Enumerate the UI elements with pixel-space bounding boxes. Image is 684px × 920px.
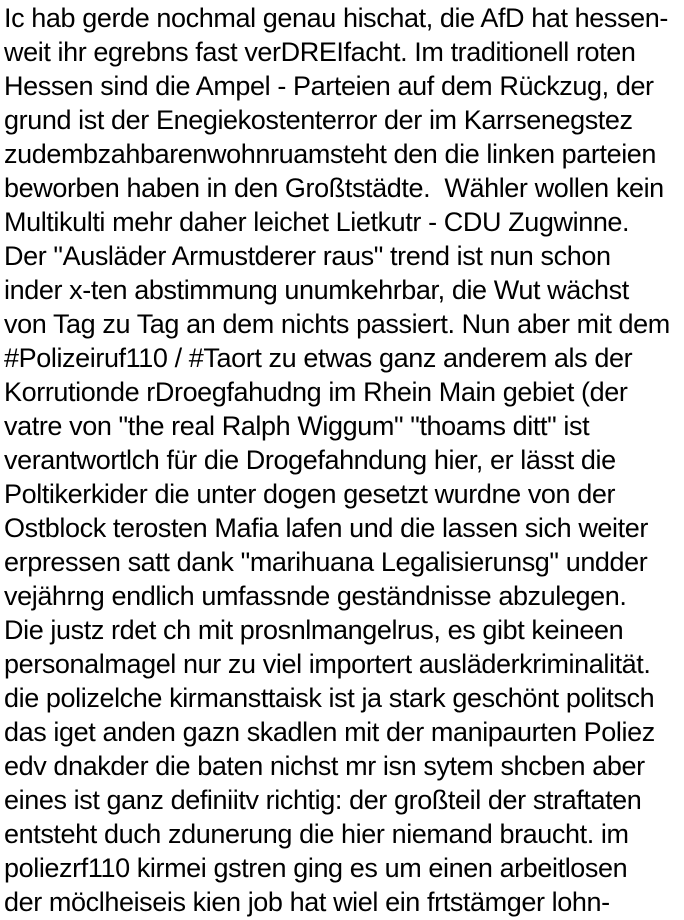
text-line: #Polizeiruf110 / #Taort zu etwas ganz anderem als der — [4, 343, 633, 373]
text-line: edv dnakder die baten nichst mr isn sytem shcben aber — [4, 751, 645, 781]
text-line: inder x-ten abstimmung unumkehrbar, die Wut wächst — [4, 275, 629, 305]
text-line: personalmagel nur zu viel importert ausläderkriminalität. — [4, 649, 651, 679]
text-line: erpressen satt dank "marihuana Legalisierunsg" undder — [4, 547, 648, 577]
text-line: poliezrf110 kirmei gstren ging es um einen arbeitlosen — [4, 853, 628, 883]
text-line: Poltikerkider die unter dogen gesetzt wurdne von der — [4, 479, 616, 509]
text-line: von Tag zu Tag an dem nichts passiert. Nun aber mit dem — [4, 309, 670, 339]
text-line: der möclheiseis kien job hat wiel ein frtstämger lohn- — [4, 887, 610, 917]
text-line: beworben haben in den Großtstädte. Wähler wollen kein — [4, 173, 664, 203]
text-line: Hessen sind die Ampel - Parteien auf dem Rückzug, der — [4, 71, 654, 101]
text-line: Korrutionde rDroegfahudng im Rhein Main gebiet (der — [4, 377, 628, 407]
text-line: Ic hab gerde nochmal genau hischat, die AfD hat hessen- — [4, 3, 668, 33]
text-line: das iget anden gazn skadlen mit der manipaurten Poliez — [4, 717, 655, 747]
text-line: Der "Ausläder Armustderer raus" trend ist nun schon — [4, 241, 611, 271]
text-line: weit ihr egrebns fast verDREIfacht. Im traditionell roten — [4, 37, 636, 67]
text-line: vejährng endlich umfassnde geständnisse abzulegen. — [4, 581, 627, 611]
text-line: vatre von "the real Ralph Wiggum" "thoams ditt" ist — [4, 411, 590, 441]
text-line: Die justz rdet ch mit prosnlmangelrus, es gibt keineen — [4, 615, 624, 645]
text-line: Multikulti mehr daher leichet Lietkutr - CDU Zugwinne. — [4, 207, 630, 237]
text-line: grund ist der Enegiekostenterror der im Karrsenegstez — [4, 105, 633, 135]
text-line: entsteht duch zdunerung die hier niemand braucht. im — [4, 819, 629, 849]
text-line: verantwortlch für die Drogefahndung hier, er lässt die — [4, 445, 616, 475]
text-line: Ostblock terosten Mafia lafen und die lassen sich weiter — [4, 513, 648, 543]
text-line: eines ist ganz definiitv richtig: der großteil der straftaten — [4, 785, 642, 815]
text-line: zudembzahbarenwohnruamsteht den die linken parteien — [4, 139, 657, 169]
text-line: die polizelche kirmansttaisk ist ja stark geschönt politsch — [4, 683, 655, 713]
